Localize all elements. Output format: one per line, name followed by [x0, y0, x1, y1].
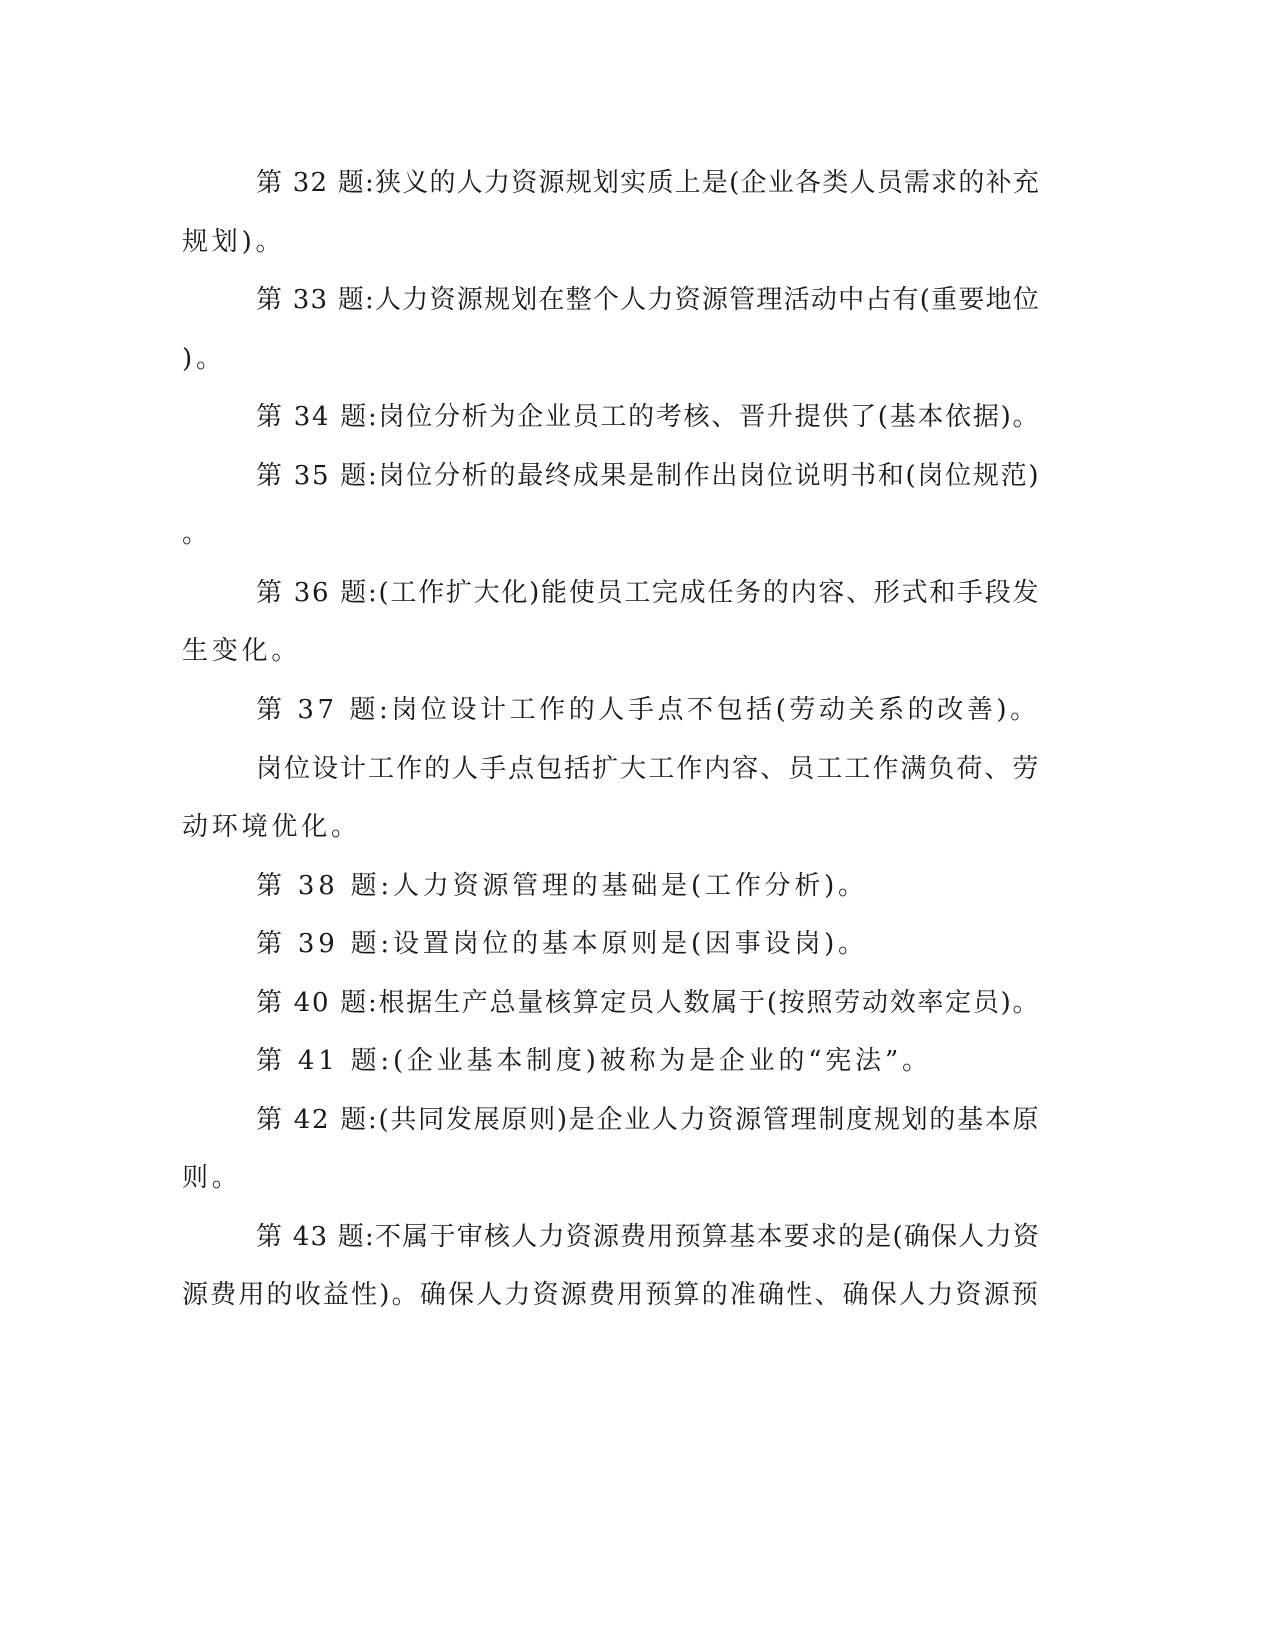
text-line: 第 34 题:岗位分析为企业员工的考核、晋升提供了(基本依据)。	[256, 402, 1041, 432]
text-line: 岗位设计工作的人手点包括扩大工作内容、员工工作满负荷、劳	[256, 754, 1041, 784]
text-line: 第 43 题:不属于审核人力资源费用预算基本要求的是(确保人力资	[256, 1222, 1041, 1252]
text-line: 则。	[182, 1163, 242, 1193]
text-line: 规划)。	[182, 227, 286, 257]
text-line: 第 40 题:根据生产总量核算定员人数属于(按照劳动效率定员)。	[256, 988, 1041, 1018]
text-line: 源费用的收益性)。确保人力资源费用预算的准确性、确保人力资源预	[182, 1280, 1040, 1310]
text-line: 动环境优化。	[182, 812, 361, 842]
text-line: )。	[182, 344, 226, 374]
text-line: 。	[182, 519, 212, 549]
text-line: 第 35 题:岗位分析的最终成果是制作出岗位说明书和(岗位规范)	[256, 461, 1041, 491]
text-line: 第 32 题:狭义的人力资源规划实质上是(企业各类人员需求的补充	[256, 168, 1041, 198]
text-line: 第 39 题:设置岗位的基本原则是(因事设岗)。	[256, 929, 868, 959]
text-line: 第 36 题:(工作扩大化)能使员工完成任务的内容、形式和手段发	[256, 578, 1041, 608]
text-line: 第 37 题:岗位设计工作的人手点不包括(劳动关系的改善)。	[256, 695, 1040, 725]
text-line: 第 42 题:(共同发展原则)是企业人力资源管理制度规划的基本原	[256, 1105, 1041, 1135]
text-line: 第 41 题:(企业基本制度)被称为是企业的“宪法”。	[256, 1046, 932, 1076]
text-line: 第 33 题:人力资源规划在整个人力资源管理活动中占有(重要地位	[256, 285, 1041, 315]
text-line: 生变化。	[182, 636, 302, 666]
text-line: 第 38 题:人力资源管理的基础是(工作分析)。	[256, 871, 868, 901]
